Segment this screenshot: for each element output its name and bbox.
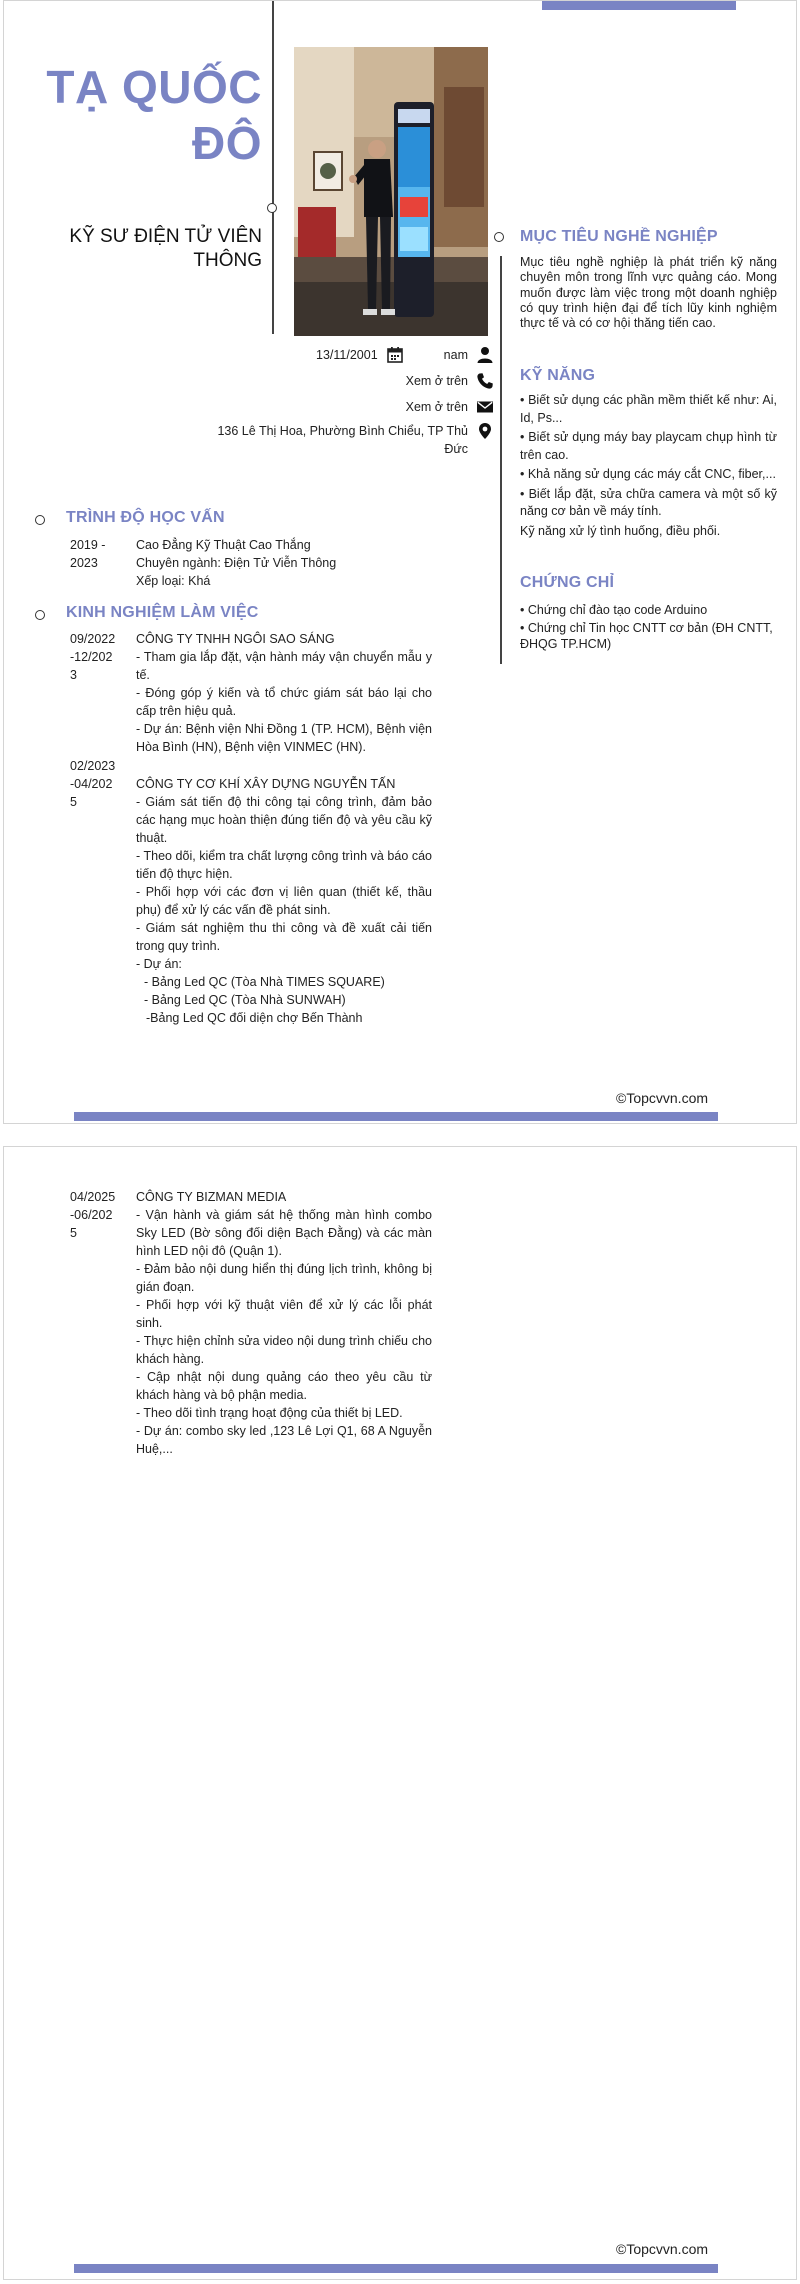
job-entry [136, 775, 432, 1027]
certificates-title: CHỨNG CHỈ [520, 574, 615, 591]
top-accent-bar [542, 1, 736, 10]
job-line: - Phối hợp với kỹ thuật viên để xử lý các lỗi phát sinh. [136, 1298, 432, 1330]
email-value: Xem ở trên [405, 400, 468, 414]
contact-address [204, 422, 494, 458]
job-line: - Vận hành và giám sát hệ thống màn hình combo Sky LED (Bờ sông đối diện Bạch Đằng) và các màn hình LED nội đô (Quận 1). [136, 1208, 432, 1258]
job-line: - Cập nhật nội dung quảng cáo theo yêu cầu từ khách hàng và bộ phận media. [136, 1370, 432, 1402]
job-company: CÔNG TY CƠ KHÍ XÂY DỰNG NGUYỄN TẤN [136, 777, 396, 791]
job-line: - Đảm bảo nội dung hiển thị đúng lịch trình, không bị gián đoạn. [136, 1262, 432, 1294]
person-icon [476, 346, 494, 364]
job-line: - Thực hiện chỉnh sửa video nội dung trình chiếu cho khách hàng. [136, 1334, 432, 1366]
education-date: 2019 -2023 [70, 538, 106, 570]
job-date: 04/2025-06/2025 [70, 1190, 116, 1240]
job-line: - Dự án: Bệnh viện Nhi Đồng 1 (TP. HCM), Bệnh viện Hòa Bình (HN), Bệnh viện VINMEC (HN). [136, 722, 432, 754]
job-line: - Tham gia lắp đặt, vận hành máy vận chuyển mẫu y tế. [136, 650, 432, 682]
skill-item: • Biết sử dụng máy bay playcam chụp hình từ trên cao. [520, 430, 777, 462]
job-line: - Dự án: [136, 957, 182, 971]
profile-photo [294, 47, 488, 336]
location-pin-icon [476, 422, 494, 440]
job-line: - Bảng Led QC (Tòa Nhà SUNWAH) [144, 993, 346, 1007]
skill-item: Kỹ năng xử lý tình huống, điều phối. [520, 523, 721, 538]
timeline-node [35, 515, 45, 525]
job-line: - Đóng góp ý kiến và tổ chức giám sát báo lại cho cấp trên hiệu quả. [136, 686, 432, 718]
job-company: CÔNG TY TNHH NGÔI SAO SÁNG [136, 632, 335, 646]
mail-icon [476, 398, 494, 416]
job-line: - Bảng Led QC (Tòa Nhà TIMES SQUARE) [144, 975, 385, 989]
address-value: 136 Lê Thị Hoa, Phường Bình Chiểu, TP Thủ Đức [217, 424, 468, 456]
certificate-item: • Chứng chỉ Tin học CNTT cơ bản (ĐH CNTT, ĐHQG TP.HCM) [520, 621, 773, 651]
certificate-item: • Chứng chỉ đào tạo code Arduino [520, 603, 708, 617]
job-title: KỸ SƯ ĐIỆN TỬ VIÊN THÔNG [69, 226, 262, 271]
school-name: Cao Đẳng Kỹ Thuật Cao Thắng [136, 538, 311, 552]
timeline-node [494, 232, 504, 242]
certificates-list [520, 602, 777, 654]
gender-value: nam [443, 348, 468, 362]
job-line: - Theo dõi tình trạng hoạt động của thiết bị LED. [136, 1406, 403, 1420]
cv-page-2 [3, 1146, 797, 2280]
job-line: - Phối hợp với các đơn vị liên quan (thiết kế, thầu phụ) để xử lý các vấn đề phát sinh. [136, 885, 432, 917]
job-entry [136, 1188, 432, 1458]
birthday-value: 13/11/2001 [316, 348, 378, 362]
skill-item: • Khả năng sử dụng các máy cắt CNC, fiber,... [520, 467, 776, 481]
job-entry [136, 630, 432, 756]
job-date: 02/2023-04/2025 [70, 759, 116, 809]
footer-credit: ©Topcvvn.com [616, 2241, 709, 2257]
contact-phone [204, 372, 494, 390]
calendar-icon [386, 346, 404, 364]
timeline-node [35, 610, 45, 620]
footer-credit: ©Topcvvn.com [616, 1090, 709, 1106]
job-line: -Bảng Led QC đối diện chợ Bến Thành [146, 1011, 363, 1025]
major: Chuyên ngành: Điện Tử Viễn Thông [136, 556, 337, 570]
education-entry [136, 536, 432, 590]
candidate-name: TẠ QUỐC ĐÔ [46, 61, 262, 169]
bottom-accent-bar [74, 1112, 718, 1121]
job-line: - Giám sát tiến độ thi công tại công trình, đảm bảo các hạng mục hoàn thiện đúng tiến độ và yêu cầu kỹ thuật. [136, 795, 432, 845]
phone-value: Xem ở trên [405, 374, 468, 388]
education-title: TRÌNH ĐỘ HỌC VẤN [66, 509, 225, 526]
timeline-node [267, 203, 277, 213]
skill-item: • Biết lắp đặt, sửa chữa camera và một số kỹ năng cơ bản về máy tính. [520, 486, 777, 518]
skill-item: • Biết sử dụng các phần mềm thiết kế như: Ai, Id, Ps... [520, 393, 777, 425]
contact-email [204, 398, 494, 416]
job-line: - Giám sát nghiệm thu thi công và đề xuất cải tiến trong quy trình. [136, 921, 432, 953]
cv-page-1 [3, 0, 797, 1124]
grade: Xếp loại: Khá [136, 574, 211, 588]
header-divider-line [272, 1, 274, 334]
job-line: - Dự án: combo sky led ,123 Lê Lợi Q1, 68 A Nguyễn Huệ,... [136, 1424, 432, 1456]
job-company: CÔNG TY BIZMAN MEDIA [136, 1190, 287, 1204]
experience-title: KINH NGHIỆM LÀM VIỆC [66, 604, 259, 621]
right-column-line [500, 256, 502, 664]
phone-icon [476, 372, 494, 390]
bottom-accent-bar [74, 2264, 718, 2273]
objective-text: Mục tiêu nghề nghiệp là phát triển kỹ năng chuyên môn trong lĩnh vực quảng cáo. Mong muốn được làm việc trong một doanh nghiệp có quy trình hiện đại để tích lũy kinh nghiệm thực tế và có cơ hội thăng tiến cao. [520, 255, 777, 331]
skills-title: KỸ NĂNG [520, 367, 596, 384]
contact-birthday-gender [204, 346, 494, 364]
job-date: 09/2022-12/2023 [70, 632, 116, 682]
job-line: - Theo dõi, kiểm tra chất lượng công trình và báo cáo tiến độ thực hiện. [136, 849, 432, 881]
objective-title: MỤC TIÊU NGHỀ NGHIỆP [520, 228, 718, 245]
skills-list [520, 392, 777, 542]
